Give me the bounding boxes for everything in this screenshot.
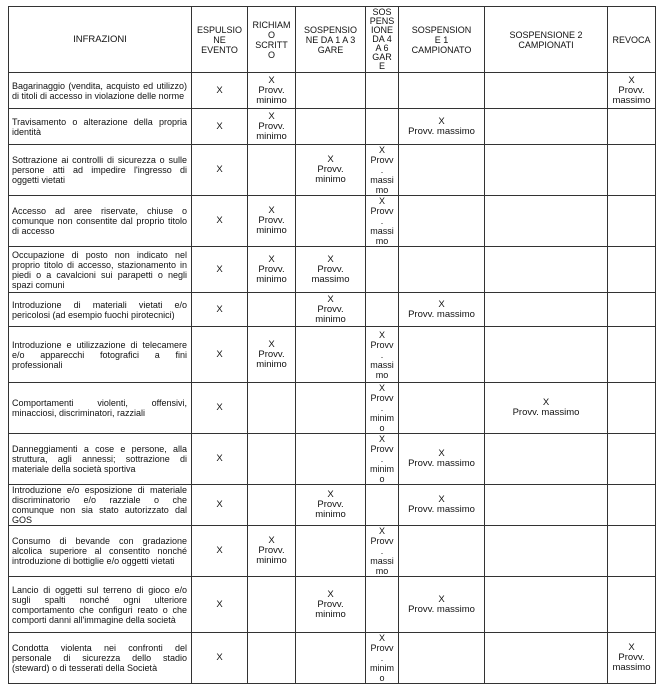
sospensione-4-6-cell: X Provv . massi mo — [366, 145, 399, 196]
richiamo-cell — [248, 293, 296, 327]
sospensione-1-campionato-cell — [399, 196, 485, 247]
table-row — [9, 109, 656, 145]
sospensione-1-campionato-cell: X Provv. massimo — [399, 485, 485, 526]
richiamo-cell: X Provv. minimo — [248, 196, 296, 247]
richiamo-cell: X Provv. minimo — [248, 327, 296, 383]
sospensione-4-6-cell: X Provv . massi mo — [366, 196, 399, 247]
richiamo-cell — [248, 383, 296, 434]
revoca-cell: X Provv. massimo — [608, 633, 656, 684]
revoca-cell — [608, 434, 656, 485]
infrazione-cell: Condotta violenta nei confronti del personale di sicurezza dello stadio (steward) o di tesserati della Società — [9, 633, 192, 684]
richiamo-cell: X Provv. minimo — [248, 526, 296, 577]
sospensione-1-campionato-cell: X Provv. massimo — [399, 109, 485, 145]
infrazione-cell: Consumo di bevande con gradazione alcolica superiore al consentito nonché introduzione di bottiglie e/o oggetti vietati — [9, 526, 192, 577]
infrazione-cell: Introduzione e/o esposizione di materiale discriminatorio e/o razziale o che comunque non sia stato autorizzato dal GOS — [9, 485, 192, 526]
sospensione-1-3-cell — [296, 196, 366, 247]
sospensione-1-3-cell — [296, 73, 366, 109]
revoca-cell — [608, 577, 656, 633]
sospensione-4-6-cell: X Provv . massi mo — [366, 526, 399, 577]
table-row — [9, 73, 656, 109]
infrazione-cell: Occupazione di posto non indicato nel proprio titolo di accesso, stazionamento in piedi o a cavalcioni sui parapetti o negli spazi comuni — [9, 247, 192, 293]
sospensione-2-campionati-cell — [485, 73, 608, 109]
richiamo-cell — [248, 633, 296, 684]
infrazione-cell: Lancio di oggetti sul terreno di gioco e/o sugli spalti nonché ogni ulteriore comportamento che configuri reato o che comporti danni all'immagine della società — [9, 577, 192, 633]
revoca-cell: X Provv. massimo — [608, 73, 656, 109]
table-body — [9, 73, 656, 684]
revoca-cell — [608, 109, 656, 145]
espulsione-cell: X — [192, 526, 248, 577]
sospensione-1-campionato-cell — [399, 526, 485, 577]
sospensione-2-campionati-cell — [485, 577, 608, 633]
espulsione-cell: X — [192, 145, 248, 196]
sospensione-2-campionati-cell — [485, 109, 608, 145]
table-row — [9, 145, 656, 196]
header-row — [9, 7, 656, 73]
sospensione-4-6-cell: X Provv . massi mo — [366, 327, 399, 383]
espulsione-cell: X — [192, 247, 248, 293]
revoca-cell — [608, 247, 656, 293]
header-sospensione-1-campionato: SOSPENSION E 1 CAMPIONATO — [399, 7, 485, 73]
table-row — [9, 485, 656, 526]
sospensione-2-campionati-cell — [485, 633, 608, 684]
espulsione-cell: X — [192, 293, 248, 327]
sospensione-1-3-cell — [296, 109, 366, 145]
sospensione-2-campionati-cell — [485, 434, 608, 485]
sospensione-1-3-cell: X Provv. minimo — [296, 577, 366, 633]
sospensione-1-campionato-cell — [399, 327, 485, 383]
infrazione-cell: Travisamento o alterazione della propria identità — [9, 109, 192, 145]
header-revoca: REVOCA — [608, 7, 656, 73]
richiamo-cell — [248, 485, 296, 526]
espulsione-cell: X — [192, 434, 248, 485]
sospensione-1-campionato-cell: X Provv. massimo — [399, 577, 485, 633]
sospensione-2-campionati-cell — [485, 327, 608, 383]
sospensione-1-3-cell: X Provv. minimo — [296, 145, 366, 196]
sospensione-4-6-cell: X Provv . minim o — [366, 434, 399, 485]
richiamo-cell: X Provv. minimo — [248, 73, 296, 109]
table-row — [9, 293, 656, 327]
infrazione-cell: Introduzione e utilizzazione di telecamere e/o apparecchi fotografici a fini professionali — [9, 327, 192, 383]
sospensione-2-campionati-cell — [485, 145, 608, 196]
infractions-table — [8, 6, 656, 684]
sospensione-1-3-cell — [296, 383, 366, 434]
revoca-cell — [608, 485, 656, 526]
sospensione-2-campionati-cell — [485, 485, 608, 526]
header-sospensione-2-campionati: SOSPENSIONE 2 CAMPIONATI — [485, 7, 608, 73]
espulsione-cell: X — [192, 633, 248, 684]
table-row — [9, 633, 656, 684]
sospensione-1-campionato-cell — [399, 247, 485, 293]
espulsione-cell: X — [192, 196, 248, 247]
table-row — [9, 434, 656, 485]
sospensione-2-campionati-cell — [485, 293, 608, 327]
sospensione-1-campionato-cell — [399, 633, 485, 684]
table-row — [9, 577, 656, 633]
sospensione-1-3-cell — [296, 327, 366, 383]
sospensione-1-campionato-cell — [399, 73, 485, 109]
revoca-cell — [608, 327, 656, 383]
header-sospensione-1-3-gare: SOSPENSIO NE DA 1 A 3 GARE — [296, 7, 366, 73]
richiamo-cell: X Provv. minimo — [248, 109, 296, 145]
table-row — [9, 247, 656, 293]
sospensione-4-6-cell — [366, 247, 399, 293]
revoca-cell — [608, 383, 656, 434]
sospensione-4-6-cell — [366, 577, 399, 633]
espulsione-cell: X — [192, 577, 248, 633]
richiamo-cell — [248, 577, 296, 633]
sospensione-1-campionato-cell — [399, 383, 485, 434]
revoca-cell — [608, 196, 656, 247]
sospensione-1-3-cell: X Provv. minimo — [296, 485, 366, 526]
sospensione-2-campionati-cell — [485, 247, 608, 293]
infrazione-cell: Comportamenti violenti, offensivi, minacciosi, discriminatori, razziali — [9, 383, 192, 434]
header-sospensione-4-6-gare: SOS PENS IONE DA 4 A 6 GAR E — [366, 7, 399, 73]
espulsione-cell: X — [192, 485, 248, 526]
sospensione-1-campionato-cell — [399, 145, 485, 196]
espulsione-cell: X — [192, 109, 248, 145]
table-row — [9, 327, 656, 383]
sospensione-1-3-cell — [296, 526, 366, 577]
table-row — [9, 526, 656, 577]
header-richiamo-scritto: RICHIAM O SCRITT O — [248, 7, 296, 73]
espulsione-cell: X — [192, 327, 248, 383]
sospensione-2-campionati-cell — [485, 196, 608, 247]
infrazione-cell: Sottrazione ai controlli di sicurezza o sulle persone atti ad impedire l'ingresso di oggetti vietati — [9, 145, 192, 196]
revoca-cell — [608, 526, 656, 577]
espulsione-cell: X — [192, 383, 248, 434]
revoca-cell — [608, 293, 656, 327]
sospensione-4-6-cell — [366, 293, 399, 327]
espulsione-cell: X — [192, 73, 248, 109]
richiamo-cell — [248, 434, 296, 485]
sospensione-1-campionato-cell: X Provv. massimo — [399, 434, 485, 485]
sospensione-1-campionato-cell: X Provv. massimo — [399, 293, 485, 327]
header-infrazioni: INFRAZIONI — [9, 7, 192, 73]
infrazione-cell: Bagarinaggio (vendita, acquisto ed utilizzo) di titoli di accesso in violazione delle norme — [9, 73, 192, 109]
infrazione-cell: Danneggiamenti a cose e persone, alla struttura, agli annessi; sottrazione di materiale della società sportiva — [9, 434, 192, 485]
sospensione-4-6-cell — [366, 485, 399, 526]
infrazione-cell: Accesso ad aree riservate, chiuse o comunque non consentite dal proprio titolo di accesso — [9, 196, 192, 247]
sospensione-4-6-cell — [366, 109, 399, 145]
sospensione-1-3-cell — [296, 633, 366, 684]
table-row — [9, 383, 656, 434]
sospensione-1-3-cell — [296, 434, 366, 485]
revoca-cell — [608, 145, 656, 196]
infrazione-cell: Introduzione di materiali vietati e/o pericolosi (ad esempio fuochi pirotecnici) — [9, 293, 192, 327]
sospensione-4-6-cell — [366, 73, 399, 109]
sospensione-4-6-cell: X Provv . minim o — [366, 633, 399, 684]
richiamo-cell — [248, 145, 296, 196]
sospensione-2-campionati-cell: X Provv. massimo — [485, 383, 608, 434]
table-row — [9, 196, 656, 247]
sospensione-1-3-cell: X Provv. massimo — [296, 247, 366, 293]
richiamo-cell: X Provv. minimo — [248, 247, 296, 293]
header-espulsione-evento: ESPULSIO NE EVENTO — [192, 7, 248, 73]
sospensione-1-3-cell: X Provv. minimo — [296, 293, 366, 327]
sospensione-4-6-cell: X Provv . minim o — [366, 383, 399, 434]
sospensione-2-campionati-cell — [485, 526, 608, 577]
